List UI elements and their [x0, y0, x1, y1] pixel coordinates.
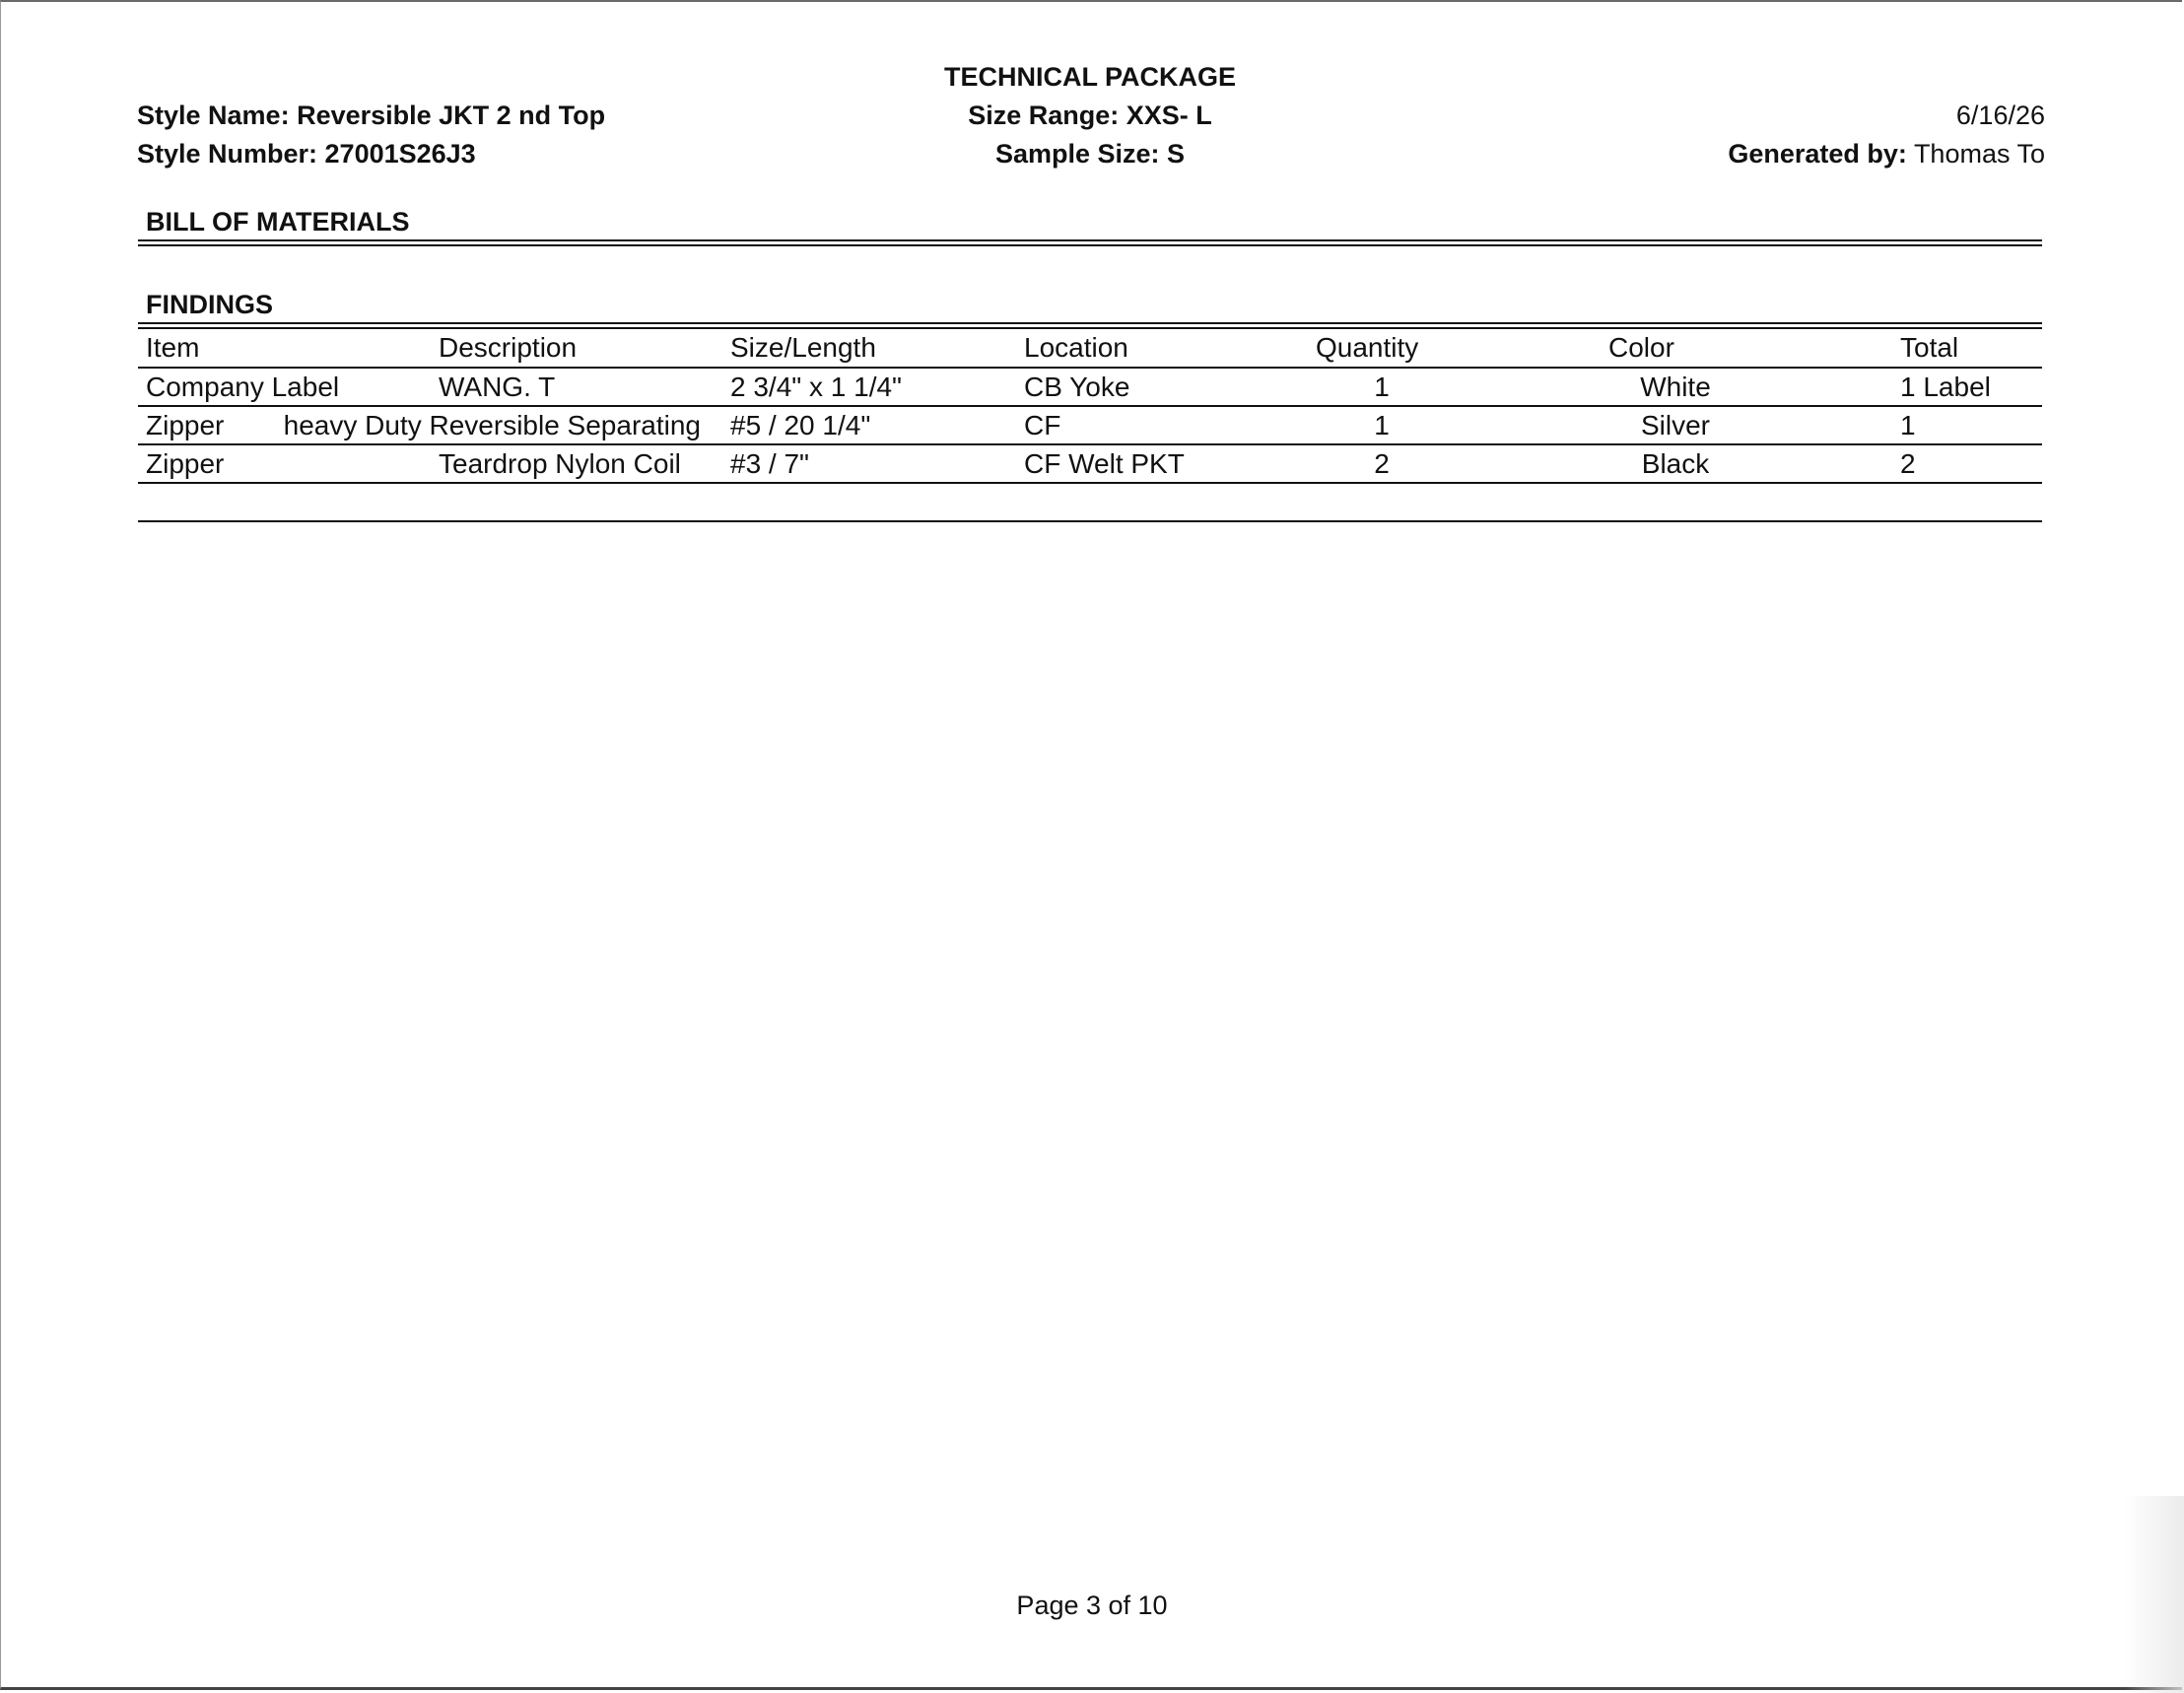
document-date: 6/16/26: [1955, 101, 2045, 130]
column-header-color: Color: [1608, 332, 1674, 363]
findings-double-rule: [138, 322, 2042, 329]
findings-section-title: FINDINGS: [146, 290, 274, 319]
table-row-rule: [138, 443, 2042, 445]
column-header-location: Location: [1024, 332, 1128, 363]
row-total: 2: [1900, 448, 1916, 479]
page-number: Page 3 of 10: [1016, 1591, 1168, 1620]
table-row-rule: [138, 405, 2042, 407]
bom-section-title: BILL OF MATERIALS: [146, 207, 410, 237]
row-description: Teardrop Nylon Coil: [439, 448, 681, 479]
row-item: Zipper: [146, 448, 225, 479]
row-size-length: 2 3/4" x 1 1/4": [730, 372, 902, 402]
row-color: Silver: [1640, 410, 1711, 440]
row-description: WANG. T: [439, 372, 556, 402]
column-header-item: Item: [146, 332, 200, 363]
column-header-quantity: Quantity: [1316, 332, 1419, 363]
column-header-description: Description: [439, 332, 578, 363]
sample-size: Sample Size: S: [994, 139, 1186, 169]
table-header-rule: [138, 367, 2042, 369]
row-size-length: #3 / 7": [730, 448, 809, 479]
column-header-size-length: Size/Length: [730, 332, 876, 363]
generated-by-label: Generated by:: [1728, 139, 1907, 169]
row-quantity: 2: [1374, 448, 1390, 479]
row-size-length: #5 / 20 1/4": [730, 410, 871, 440]
row-total: 1 Label: [1900, 372, 1991, 402]
style-name: Style Name: Reversible JKT 2 nd Top: [137, 101, 606, 130]
row-description: heavy Duty Reversible Separating: [283, 410, 701, 440]
size-range: Size Range: XXS- L: [968, 101, 1212, 130]
row-color: White: [1640, 372, 1711, 402]
section-end-rule: [138, 520, 2042, 522]
row-color: Black: [1641, 448, 1710, 479]
row-item: Zipper: [146, 410, 225, 440]
row-location: CF: [1024, 410, 1061, 440]
bom-double-rule: [138, 239, 2042, 246]
generated-by: [1728, 136, 2045, 171]
page-edge-shadow: [2125, 1496, 2184, 1693]
style-number: Style Number: 27001S26J3: [137, 139, 476, 169]
row-location: CB Yoke: [1024, 372, 1130, 402]
document-title: TECHNICAL PACKAGE: [943, 62, 1237, 92]
row-quantity: 1: [1374, 410, 1390, 440]
row-total: 1: [1900, 410, 1916, 440]
table-bottom-rule: [138, 482, 2042, 484]
row-item: Company Label: [146, 372, 340, 402]
row-quantity: 1: [1374, 372, 1390, 402]
generated-by-name: Thomas To: [1913, 139, 2045, 169]
column-header-total: Total: [1900, 332, 1959, 363]
row-location: CF Welt PKT: [1024, 448, 1185, 479]
